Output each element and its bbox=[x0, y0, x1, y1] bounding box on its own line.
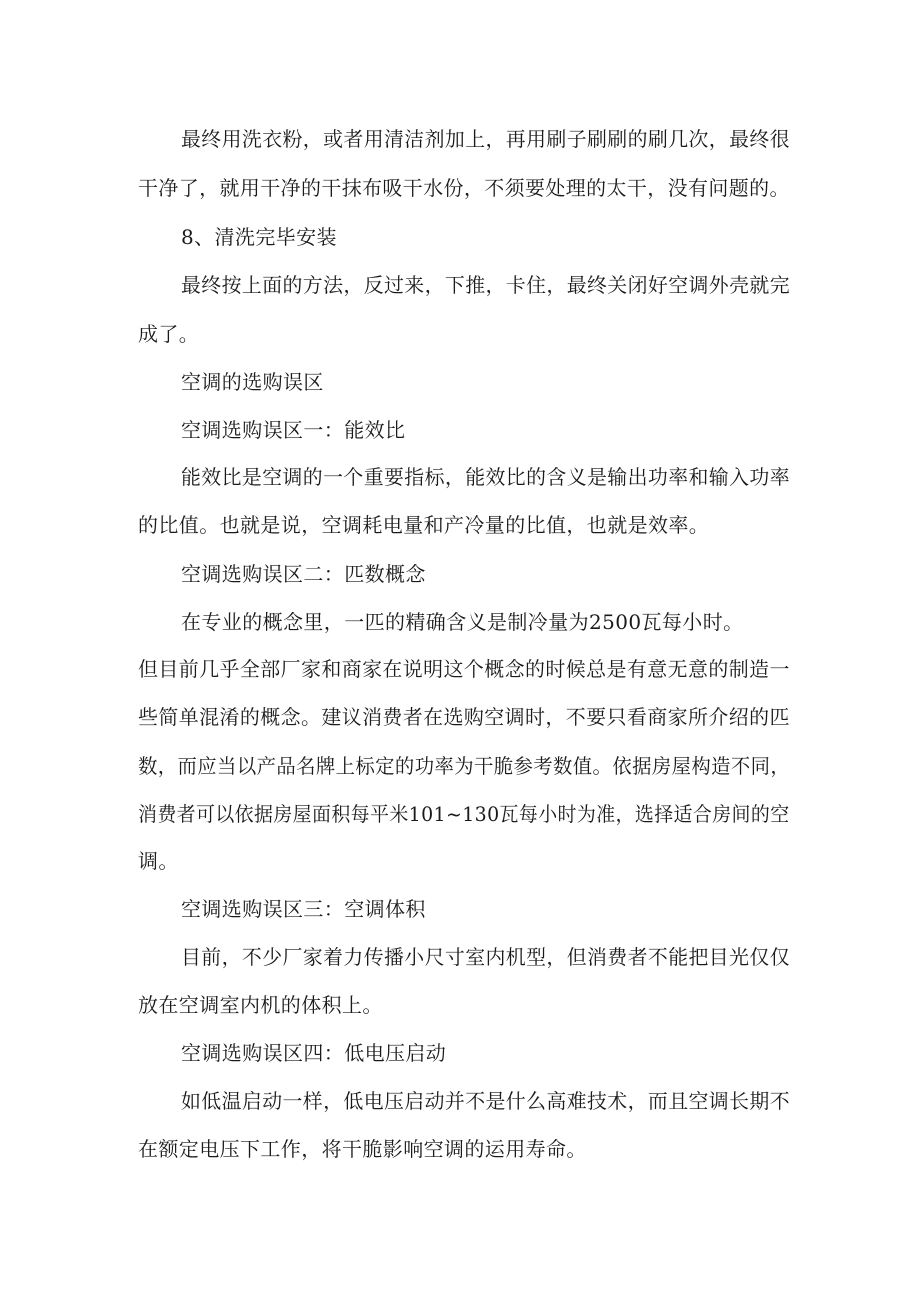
section-heading: 空调选购误区一：能效比 bbox=[181, 418, 406, 442]
paragraph-line: 能效比是空调的一个重要指标，能效比的含义是输出功率和输入功率 bbox=[181, 465, 791, 489]
paragraph-line: 如低温启动一样，低电压启动并不是什么高难技术，而且空调长期不 bbox=[181, 1089, 791, 1113]
section-heading: 空调选购误区四：低电压启动 bbox=[181, 1041, 447, 1065]
section-heading: 空调选购误区二：匹数概念 bbox=[181, 562, 426, 586]
paragraph-line: 调。 bbox=[138, 849, 179, 873]
paragraph-line: 在专业的概念里，一匹的精确含义是制冷量为2500瓦每小时。 bbox=[181, 610, 744, 634]
paragraph-line: 些简单混淆的概念。建议消费者在选购空调时，不要只看商家所介绍的匹 bbox=[138, 705, 790, 729]
paragraph-line: 消费者可以依据房屋面积每平米101~130瓦每小时为准，选择适合房间的空 bbox=[138, 802, 790, 826]
paragraph-line: 成了。 bbox=[138, 322, 200, 346]
section-heading: 空调的选购误区 bbox=[181, 370, 324, 394]
section-heading: 8、清洗完毕安装 bbox=[181, 225, 337, 249]
paragraph-line: 但目前几乎全部厂家和商家在说明这个概念的时候总是有意无意的制造一 bbox=[138, 657, 790, 681]
paragraph-line: 的比值。也就是说，空调耗电量和产冷量的比值，也就是效率。 bbox=[138, 513, 710, 537]
paragraph-line: 目前，不少厂家着力传播小尺寸室内机型，但消费者不能把目光仅仅 bbox=[181, 945, 791, 969]
paragraph-line: 最终按上面的方法，反过来，下推，卡住，最终关闭好空调外壳就完 bbox=[181, 273, 791, 297]
paragraph-line: 放在空调室内机的体积上。 bbox=[138, 993, 383, 1017]
paragraph-line: 数，而应当以产品名牌上标定的功率为干脆参考数值。依据房屋构造不同， bbox=[138, 754, 791, 778]
paragraph-line: 最终用洗衣粉，或者用清洁剂加上，再用刷子刷刷的刷几次，最终很 bbox=[181, 127, 791, 151]
section-heading: 空调选购误区三：空调体积 bbox=[181, 897, 426, 921]
paragraph-line: 干净了，就用干净的干抹布吸干水份，不须要处理的太干，没有问题的。 bbox=[138, 176, 790, 200]
paragraph-line: 在额定电压下工作，将干脆影响空调的运用寿命。 bbox=[138, 1137, 587, 1161]
